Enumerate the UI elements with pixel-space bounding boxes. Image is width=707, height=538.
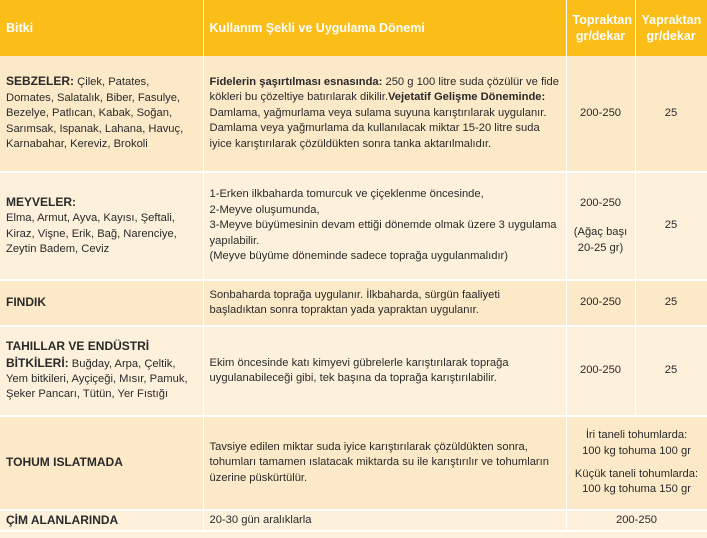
leaf-dose: 25: [635, 326, 707, 416]
dose-label: Küçük taneli tohumlarda:: [574, 468, 699, 480]
soil-dose: 200-250: [579, 196, 622, 209]
header-leaf-line2: gr/dekar: [646, 29, 696, 43]
usage-text: 20-30 gün aralıklarla: [203, 510, 566, 531]
plant-list: Buğday, Arpa, Çeltik, Yem bitkileri, Ayçiçeği, Mısır, Pamuk, Şeker Pancarı, Tütün, Yer Fıstığı: [6, 357, 188, 401]
plant-cell-sebzeler: [0, 56, 203, 172]
dose-label: İri taneli tohumlarda:: [585, 429, 688, 442]
soil-dose-note: (Ağaç başı 20-25 gr): [573, 226, 628, 254]
plant-list: Çilek, Patates, Domates, Salatalık, Biber, Fasulye, Bezelye, Patlıcan, Kabak, Soğan, Sarımsak, Ispanak, Lahana, Havuç, Karnabahar, Kereviz, Brokoli: [6, 76, 184, 151]
header-leaf-line1: Yapraktan: [641, 13, 702, 27]
table-row: [0, 56, 707, 172]
usage-bold: Vejetatif Gelişme Döneminde:: [387, 91, 546, 104]
header-soil: [566, 0, 635, 56]
header-usage: Kullanım Şekli ve Uygulama Dönemi: [203, 0, 566, 56]
plant-list: Elma, Armut, Ayva, Kayısı, Şeftali, Kiraz, Vişne, Erik, Bağ, Narenciye, Zeytin Badem, Ceviz: [6, 212, 177, 255]
usage-text: Sonbaharda toprağa uygulanır. İlkbaharda, sürgün faaliyeti başladıktan sonra topraktan yada yapraktan uygulanır.: [203, 280, 566, 326]
plant-title: TAHILLAR VE ENDÜSTRİ BİTKİLERİ:: [6, 339, 150, 370]
usage-text: Ekim öncesinde katı kimyevi gübrelerle karıştırılarak toprağa uygulanabileceği gibi, tek başına da toprağa karıştırılabilir.: [203, 326, 566, 416]
header-soil-line1: Topraktan: [572, 13, 632, 27]
table-row: [0, 172, 707, 280]
plant-title: SEBZELER:: [6, 74, 75, 89]
usage-cell-sebzeler: [203, 56, 566, 172]
table-row: [0, 326, 707, 416]
plant-title: TOHUM ISLATMADA: [0, 416, 203, 510]
table-header: [0, 0, 707, 56]
header-soil-line2: gr/dekar: [575, 29, 626, 43]
usage-text: 250 g 100 litre suda çözülür ve fide kökleri bu çözeltiye batırılarak dikilir.: [209, 75, 559, 104]
dose-value: 100 kg tohuma 150 gr: [582, 483, 691, 496]
dose-value: 100 kg tohuma 100 gr: [582, 444, 691, 457]
plant-cell-meyveler: [0, 172, 203, 280]
usage-text: Tavsiye edilen miktar suda iyice karıştırılarak çözüldükten sonra, tohumları tamamen ıslatacak miktarda su ile karıştırılır ve tohumların üzerine püskürtülür.: [203, 416, 566, 510]
usage-line: 3-Meyve büyümesinin devam ettiği dönemde olmak üzere 3 uygulama yapılabilir.: [209, 219, 557, 247]
plant-cell-tahillar: [0, 326, 203, 416]
plant-title: FINDIK: [0, 280, 203, 326]
leaf-dose: 25: [635, 172, 707, 280]
usage-cell-meyveler: [203, 172, 566, 280]
plant-title: ÇİM ALANLARINDA: [0, 510, 203, 531]
table-row: [0, 416, 707, 510]
leaf-dose: 25: [635, 280, 707, 326]
seed-dose-cell: [566, 416, 707, 510]
table-row: [0, 510, 707, 531]
soil-dose: 200-250: [566, 280, 635, 326]
header-plant: Bitki: [0, 0, 203, 56]
usage-line: (Meyve büyüme döneminde sadece toprağa uygulanmalıdır): [209, 250, 509, 263]
dose-value: 200-250: [566, 510, 707, 531]
usage-line: 2-Meyve oluşumunda,: [209, 203, 320, 216]
soil-dose-cell: [566, 172, 635, 280]
soil-dose: 200-250: [566, 326, 635, 416]
usage-line: 1-Erken ilkbaharda tomurcuk ve çiçeklenme öncesinde,: [209, 188, 484, 201]
soil-dose: 200-250: [566, 56, 635, 172]
usage-bold: Fidelerin şaşırtılması esnasında:: [209, 75, 383, 88]
leaf-dose: 25: [635, 56, 707, 172]
plant-title: MEYVELER:: [6, 194, 77, 209]
header-leaf: [635, 0, 707, 56]
table-row: [0, 280, 707, 326]
usage-text: Damlama, yağmurlama veya sulama suyuna karıştırılarak uygulanır. Damlama veya yağmurlama da kullanılacak miktar 15-20 litre suda iyice karıştırılarak çözüldükten sonra tanka aktarılmalıdır.: [209, 106, 547, 150]
